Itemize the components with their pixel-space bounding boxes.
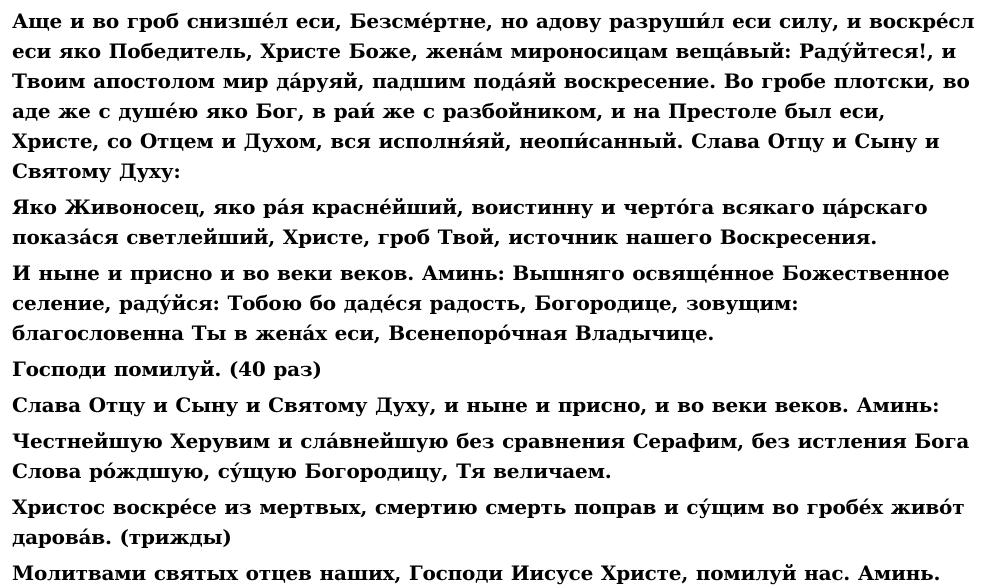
troparion-paragraph: Аще и во гроб снизше́л еси, Безсме́ртне, но адову разруши́л еси силу, и воскре́сл еси яко Победитель, Христе Боже, жена́м мироносицам веща́вый: Раду́йтеся!, и Твоим апостолом мир да́руяй, падшим пода́яй воскресение. Во гробе плотски, во аде же с душе́ю яко Бог, в раи́ же с разбойником, и на Престоле был еси, Христе, со Отцем и Духом, вся исполня́яй, неопи́санный. Слава Отцу и Сыну и Святому Духу: [12, 9, 975, 183]
more-honorable-paragraph: Честнейшую Херувим и сла́внейшую без сравнения Серафим, без истления Бога Слова ро́ждшую, су́щую Богородицу, Тя величаем. [12, 429, 970, 483]
closing-prayer-paragraph: Молитвами святых отцев наших, Господи Иисусе Христе, помилуй нас. Аминь. [12, 561, 941, 585]
theotokion-paragraph: И ныне и присно и во веки веков. Аминь: Вышняго освяще́нное Божественное селение, раду́йся: Тобою бо даде́ся радость, Богородице, зовущим: благословенна Ты в жена́х еси, Всенепоро́чная Владычице. [12, 261, 950, 345]
christ-is-risen-paragraph: Христос воскре́се из мертвых, смертию смерть поправ и су́щим во гробе́х живо́т дарова́в. (трижды) [12, 495, 965, 549]
glory-verse-paragraph: Яко Живоносец, яко ра́я красне́йший, воистинну и черто́га всякаго ца́рскаго показа́ся светлейший, Христе, гроб Твой, источник нашего Воскресения. [12, 195, 928, 249]
doxology-paragraph: Слава Отцу и Сыну и Святому Духу, и ныне и присно, и во веки веков. Аминь: [12, 393, 940, 417]
lord-have-mercy-paragraph: Господи помилуй. (40 раз) [12, 357, 322, 381]
